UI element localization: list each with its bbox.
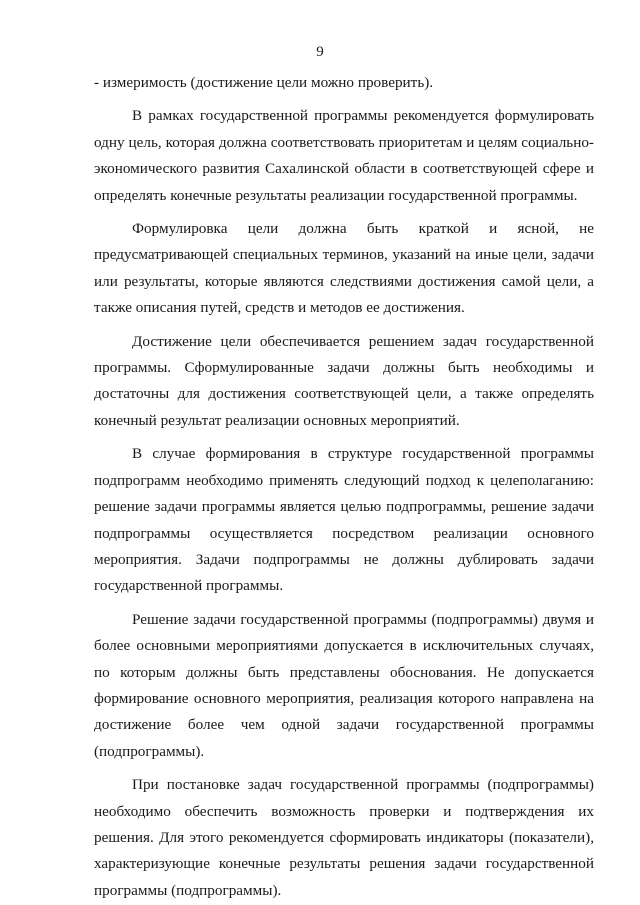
paragraph-single-goal: В рамках государственной программы рекомендуется формулировать одну цель, которая должна соответствовать приоритетам и целям социально-экономического развития Сахалинской области в соответствующей сфере и определять конечные результаты реализации государственной программы. [94, 107, 594, 204]
paragraph-goal-achievement: Достижение цели обеспечивается решением задач государственной программы. Сформулированные задачи должны быть необходимы и достаточны для достижения соответствующей цели, а также определять конечный результат реализации основных мероприятий. [94, 332, 594, 429]
paragraph-goal-wording: Формулировка цели должна быть краткой и ясной, не предусматривающей специальных терминов, указаний на иные цели, задачи или результаты, которые являются следствиями достижения самой цели, а также описания путей, средств и методов ее достижения. [94, 220, 594, 317]
paragraph-bullet-measurability: - измеримость (достижение цели можно проверить). [94, 74, 434, 91]
paragraph-subprograms: В случае формирования в структуре государственной программы подпрограмм необходимо применять следующий подход к целеполаганию: решение задачи программы является целью подпрограммы, решение задачи подпрограммы осуществляется посредством реализации основного мероприятия. Задачи подпрограммы не должны дублировать задачи государственной программы. [94, 445, 594, 595]
page-number: 9 [316, 44, 324, 60]
paragraph-indicators: При постановке задач государственной программы (подпрограммы) необходимо обеспечить возможность проверки и подтверждения их решения. Для этого рекомендуется сформировать индикаторы (показатели), характеризующие конечные результаты решения задачи государственной программы (подпрограммы). [94, 776, 594, 899]
paragraph-multiple-measures: Решение задачи государственной программы (подпрограммы) двумя и более основными мероприятиями допускается в исключительных случаях, по которым должны быть представлены обоснования. Не допускается формирование основного мероприятия, реализация которого направлена на достижение более чем одной задачи государственной программы (подпрограммы). [94, 610, 594, 760]
body-text [94, 70, 594, 904]
